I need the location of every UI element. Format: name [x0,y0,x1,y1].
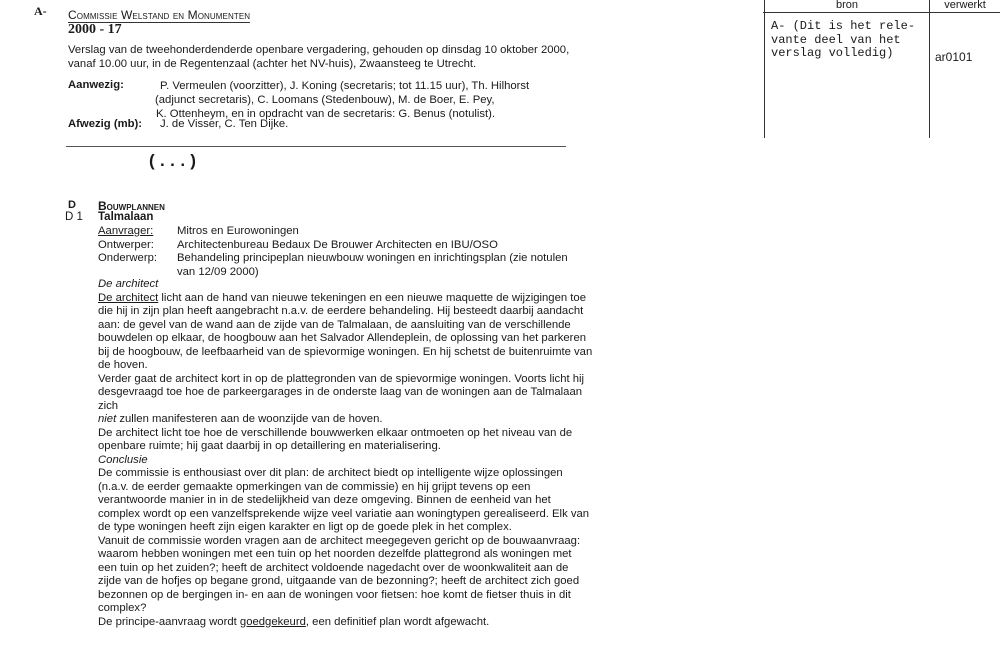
architect-p2-end: zullen manifesteren aan de woonzijde van de hoven. [116,413,383,425]
conclusion-paragraph-3 [98,616,593,630]
conclusion-paragraph-2: Vanuit de commissie worden vragen aan de architect meegegeven gericht op de bouwaanvraag: waarom hebben woningen met een tuin op het noorden dezelfde plattegrond als woningen met een tuin op het zuiden?; heeft de architect voldoende nagedacht over de woonkwaliteit aan de zijde van de hofjes op begane grond, uitgaande van de bezonning?; heeft de architect zich goed bezonnen op de bergingen in- en aan de woningen voor fietsen: hoe komt de fietser thuis in dit complex? [98,534,581,614]
approved-word: goedgekeurd [239,615,306,628]
side-table-left-border [764,0,765,138]
present-list [155,79,595,121]
subheading-conclusion: Conclusie [98,453,148,466]
doc-number: 2000 - 17 [68,22,122,37]
designer-label: Ontwerper: [98,239,154,251]
source-note-line-1: A- (Dit is het rele- [771,19,916,33]
applicant-label: Aanvrager: [98,225,154,237]
conclusion-p3-start: De principe-aanvraag wordt [98,615,240,628]
side-table-column-divider [929,0,930,138]
page-label: A- [34,4,47,18]
minutes-body [98,278,593,629]
processed-code: ar0101 [935,50,973,64]
source-note [771,20,926,61]
source-note-line-3: verslag volledig) [771,46,894,60]
architect-paragraph-2 [98,373,593,427]
section-title: Bouwplannen [98,199,165,213]
absent-label: Afwezig (mb): [68,118,143,130]
item-code: D 1 [65,211,83,223]
meeting-intro [68,43,588,71]
column-header-verwerkt: verwerkt [944,0,986,11]
subject-value: Behandeling principeplan nieuwbouw woningen en inrichtingsplan (zie notulen van 12/09 2000) [177,252,568,278]
architect-p1-text: licht aan de hand van nieuwe tekeningen en een nieuwe maquette de wijzigingen toe die hij in zijn plan heeft aangebracht n.a.v. de eerdere behandeling. Hij besteedt daarbij aandacht aan: de gevel van de wand aan de zijde van de Talmalaan, de aansluiting van de verschillende bouwdelen op elkaar, de hoogbouw aan het Salvador Allendeplein, de oplossing van het parkeren bij de hoogbouw, de leefbaarheid van de spievormige woningen. En hij schetst de buitenruimte van de hoven. [98,291,593,371]
org-title-text: Commissie Welstand en Monumenten [68,8,251,22]
omission-marker: (...) [147,153,199,172]
absent-list: J. de Visser, C. Ten Dijke. [160,118,289,130]
separator-line [66,146,566,147]
present-line-2: (adjunct secretaris), C. Loomans (Stedenbouw), M. de Boer, E. Pey, [155,94,495,106]
present-line-1: P. Vermeulen (voorzitter), J. Koning (secretaris; tot 11.15 uur), Th. Hilhorst [160,80,530,92]
designer-value: Architectenbureau Bedaux De Brouwer Architecten en IBU/OSO [177,239,498,251]
intro-line-2: vanaf 10.00 uur, in de Regentenzaal (achter het NV-huis), Zwaansteeg te Utrecht. [68,58,477,70]
subheading-architect: De architect [98,278,159,290]
item-title: Talmalaan [98,211,154,223]
emphasis-niet: niet [98,413,117,425]
present-label: Aanwezig: [68,79,124,91]
side-table-header-line [763,12,1000,13]
architect-paragraph-1 [98,292,593,373]
architect-p2-text: Verder gaat de architect kort in op de plattegronden van de spievormige woningen. Voorts licht hij desgevraagd toe hoe de parkeergarages in de onderste laag van de woningen aan de Talmalaan zich [98,372,585,412]
org-title [68,8,250,23]
architect-lead: De architect [98,291,159,304]
source-note-line-2: vante deel van het [771,32,901,47]
conclusion-p3-end: , een definitief plan wordt afgewacht. [305,615,490,628]
architect-paragraph-3: De architect licht toe hoe de verschillende bouwwerken elkaar ontmoeten op het niveau van de openbare ruimte; hij gaat daarbij in op detaillering en materialisering. [98,426,573,452]
applicant-value: Mitros en Eurowoningen [177,225,299,237]
intro-line-1: Verslag van de tweehonderdenderde openbare vergadering, gehouden op dinsdag 10 oktober 2000, [68,44,570,56]
column-header-bron: bron [835,0,859,11]
conclusion-paragraph-1: De commissie is enthousiast over dit plan: de architect biedt op intelligente wijze oplossingen (n.a.v. de eerder gemaakte opmerkingen van de commissie) en hij grijpt tevens op een verantwoorde manier in in de stedelijkheid van deze omgeving. Binnen de eenheid van het complex wordt op een vanzelfsprekende wijze veel variatie aan woningtypen gerealiseerd. Elk van de type woningen heeft zijn eigen karakter en ligt op de goede plek in het complex. [98,467,590,533]
present-line-3: K. Ottenheym, en in opdracht van de secretaris: G. Benus (notulist). [156,108,496,120]
subject-label: Onderwerp: [98,252,158,264]
section-code: D [68,199,76,211]
